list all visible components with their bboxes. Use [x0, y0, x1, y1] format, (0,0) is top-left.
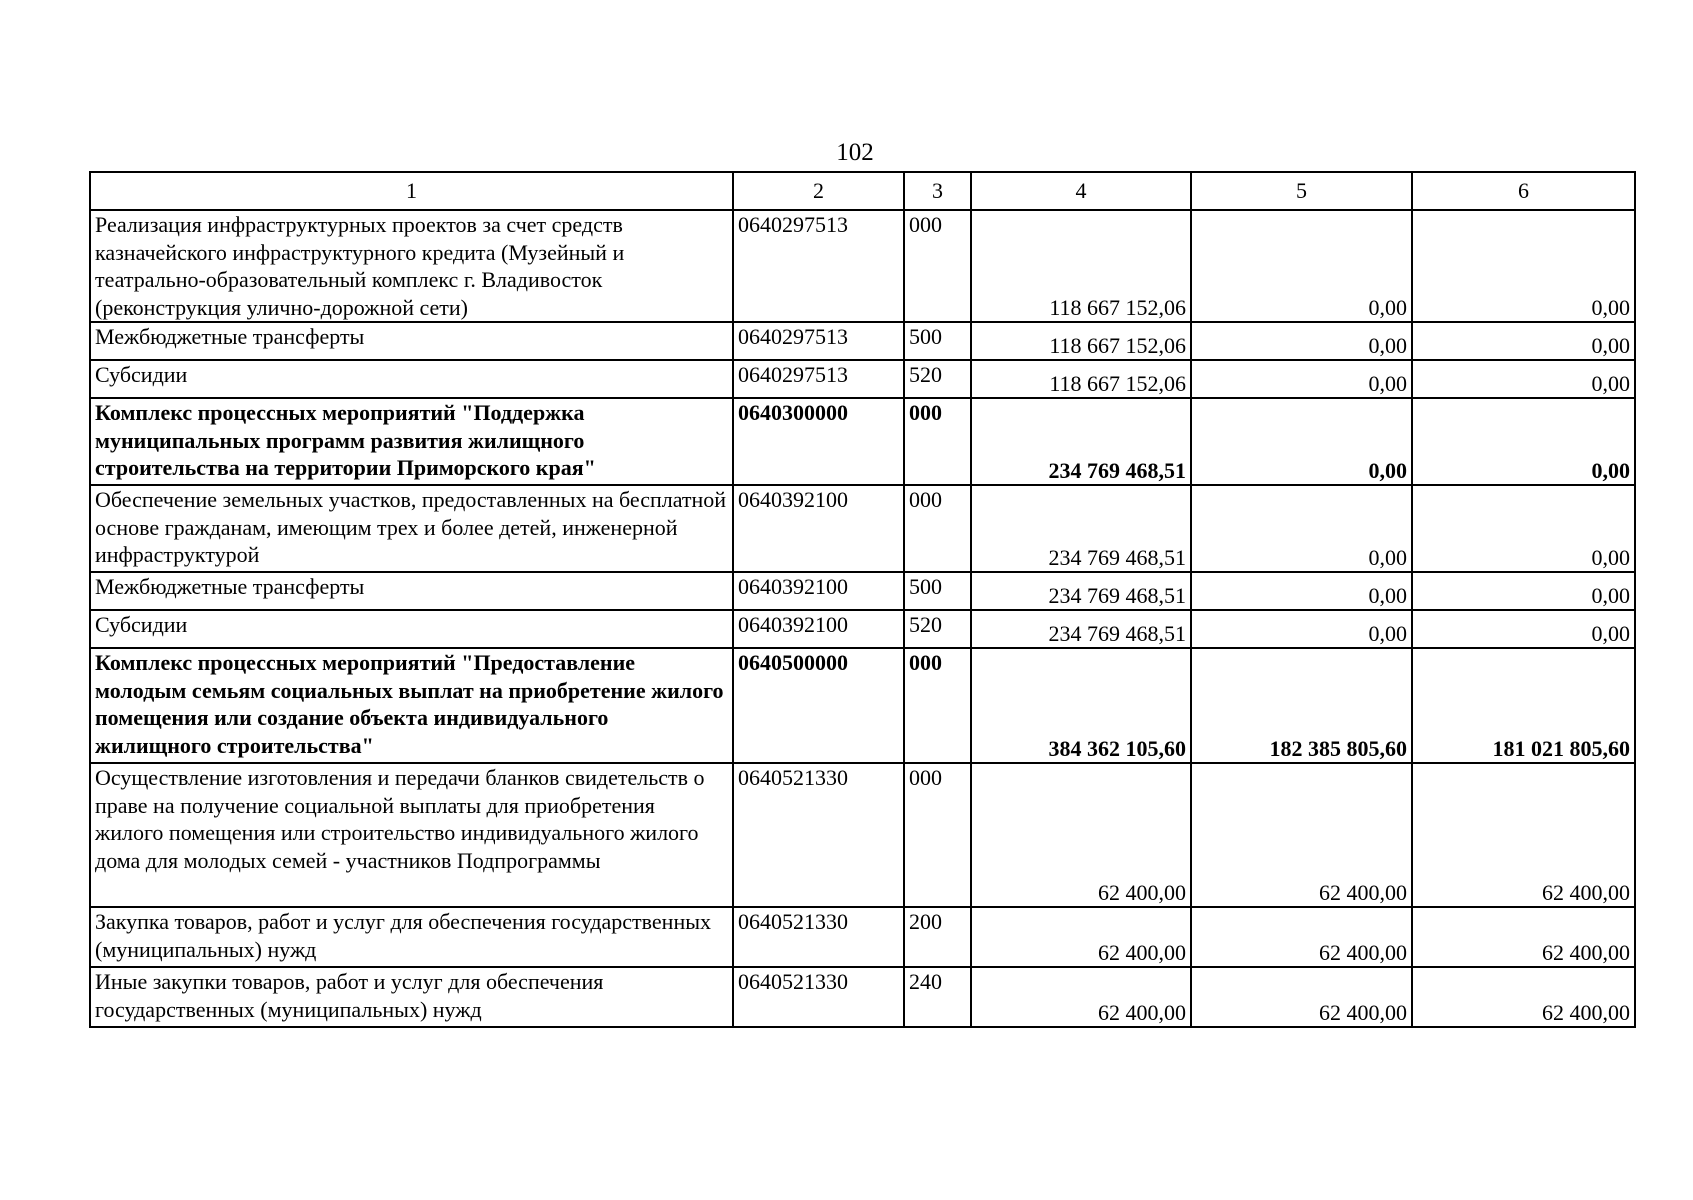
row-value-col4: 62 400,00	[971, 907, 1191, 967]
row-name: Обеспечение земельных участков, предоставленных на бесплатной основе гражданам, имеющим трех и более детей, инженерной инфраструктурой	[90, 485, 733, 572]
row-value-col6: 181 021 805,60	[1412, 648, 1635, 763]
row-expense-type: 240	[904, 967, 971, 1027]
table-row	[90, 572, 1635, 610]
row-name: Осуществление изготовления и передачи бланков свидетельств о праве на получение социальной выплаты для приобретения жилого помещения или строительство индивидуального жилого дома для молодых семей - участников Подпрограммы	[90, 763, 733, 907]
row-code: 0640500000	[733, 648, 904, 763]
row-value-col5: 0,00	[1191, 572, 1412, 610]
row-value-col4: 118 667 152,06	[971, 360, 1191, 398]
row-value-col5: 62 400,00	[1191, 907, 1412, 967]
row-value-col6: 62 400,00	[1412, 763, 1635, 907]
row-expense-type: 200	[904, 907, 971, 967]
table-row	[90, 360, 1635, 398]
column-header: 6	[1412, 172, 1635, 210]
row-value-col5: 62 400,00	[1191, 763, 1412, 907]
row-value-col4: 62 400,00	[971, 763, 1191, 907]
row-code: 0640521330	[733, 763, 904, 907]
row-value-col4: 118 667 152,06	[971, 322, 1191, 360]
row-code: 0640392100	[733, 572, 904, 610]
table-row	[90, 763, 1635, 907]
budget-table	[89, 171, 1636, 1028]
row-expense-type: 520	[904, 360, 971, 398]
row-expense-type: 500	[904, 572, 971, 610]
row-value-col6: 62 400,00	[1412, 907, 1635, 967]
row-name: Комплекс процессных мероприятий "Поддержка муниципальных программ развития жилищного строительства на территории Приморского края"	[90, 398, 733, 485]
table-row	[90, 485, 1635, 572]
row-name: Комплекс процессных мероприятий "Предоставление молодым семьям социальных выплат на приобретение жилого помещения или создание объекта индивидуального жилищного строительства"	[90, 648, 733, 763]
row-expense-type: 000	[904, 485, 971, 572]
row-code: 0640297513	[733, 360, 904, 398]
row-value-col6: 0,00	[1412, 485, 1635, 572]
row-expense-type: 000	[904, 648, 971, 763]
column-header: 3	[904, 172, 971, 210]
row-code: 0640297513	[733, 210, 904, 322]
row-value-col4: 234 769 468,51	[971, 485, 1191, 572]
column-header: 4	[971, 172, 1191, 210]
column-header: 1	[90, 172, 733, 210]
row-value-col6: 0,00	[1412, 398, 1635, 485]
row-code: 0640392100	[733, 610, 904, 648]
row-value-col6: 0,00	[1412, 572, 1635, 610]
row-value-col4: 62 400,00	[971, 967, 1191, 1027]
row-expense-type: 000	[904, 210, 971, 322]
column-header: 5	[1191, 172, 1412, 210]
row-code: 0640521330	[733, 967, 904, 1027]
row-code: 0640521330	[733, 907, 904, 967]
table-row	[90, 322, 1635, 360]
row-expense-type: 520	[904, 610, 971, 648]
row-value-col5: 62 400,00	[1191, 967, 1412, 1027]
row-value-col4: 234 769 468,51	[971, 572, 1191, 610]
row-value-col5: 0,00	[1191, 398, 1412, 485]
row-expense-type: 000	[904, 763, 971, 907]
row-value-col4: 234 769 468,51	[971, 610, 1191, 648]
row-name: Субсидии	[90, 610, 733, 648]
row-value-col4: 118 667 152,06	[971, 210, 1191, 322]
table-row	[90, 210, 1635, 322]
row-expense-type: 500	[904, 322, 971, 360]
table-header-row	[90, 172, 1635, 210]
row-value-col6: 62 400,00	[1412, 967, 1635, 1027]
row-code: 0640392100	[733, 485, 904, 572]
row-code: 0640297513	[733, 322, 904, 360]
row-value-col4: 384 362 105,60	[971, 648, 1191, 763]
table-row-section	[90, 398, 1635, 485]
row-name: Субсидии	[90, 360, 733, 398]
row-name: Межбюджетные трансферты	[90, 572, 733, 610]
table-row	[90, 610, 1635, 648]
row-name: Закупка товаров, работ и услуг для обеспечения государственных (муниципальных) нужд	[90, 907, 733, 967]
page-number: 102	[836, 139, 874, 166]
table-row	[90, 907, 1635, 967]
row-name: Межбюджетные трансферты	[90, 322, 733, 360]
table-row	[90, 967, 1635, 1027]
row-value-col5: 182 385 805,60	[1191, 648, 1412, 763]
row-value-col5: 0,00	[1191, 610, 1412, 648]
row-value-col6: 0,00	[1412, 322, 1635, 360]
row-value-col6: 0,00	[1412, 210, 1635, 322]
row-code: 0640300000	[733, 398, 904, 485]
row-expense-type: 000	[904, 398, 971, 485]
table-row-section	[90, 648, 1635, 763]
row-value-col5: 0,00	[1191, 210, 1412, 322]
row-name: Иные закупки товаров, работ и услуг для обеспечения государственных (муниципальных) нужд	[90, 967, 733, 1027]
row-value-col5: 0,00	[1191, 485, 1412, 572]
row-value-col5: 0,00	[1191, 322, 1412, 360]
row-name: Реализация инфраструктурных проектов за счет средств казначейского инфраструктурного кредита (Музейный и театрально-образовательный комплекс г. Владивосток (реконструкция улично-дорожной сети)	[90, 210, 733, 322]
row-value-col6: 0,00	[1412, 610, 1635, 648]
row-value-col6: 0,00	[1412, 360, 1635, 398]
row-value-col5: 0,00	[1191, 360, 1412, 398]
row-value-col4: 234 769 468,51	[971, 398, 1191, 485]
column-header: 2	[733, 172, 904, 210]
